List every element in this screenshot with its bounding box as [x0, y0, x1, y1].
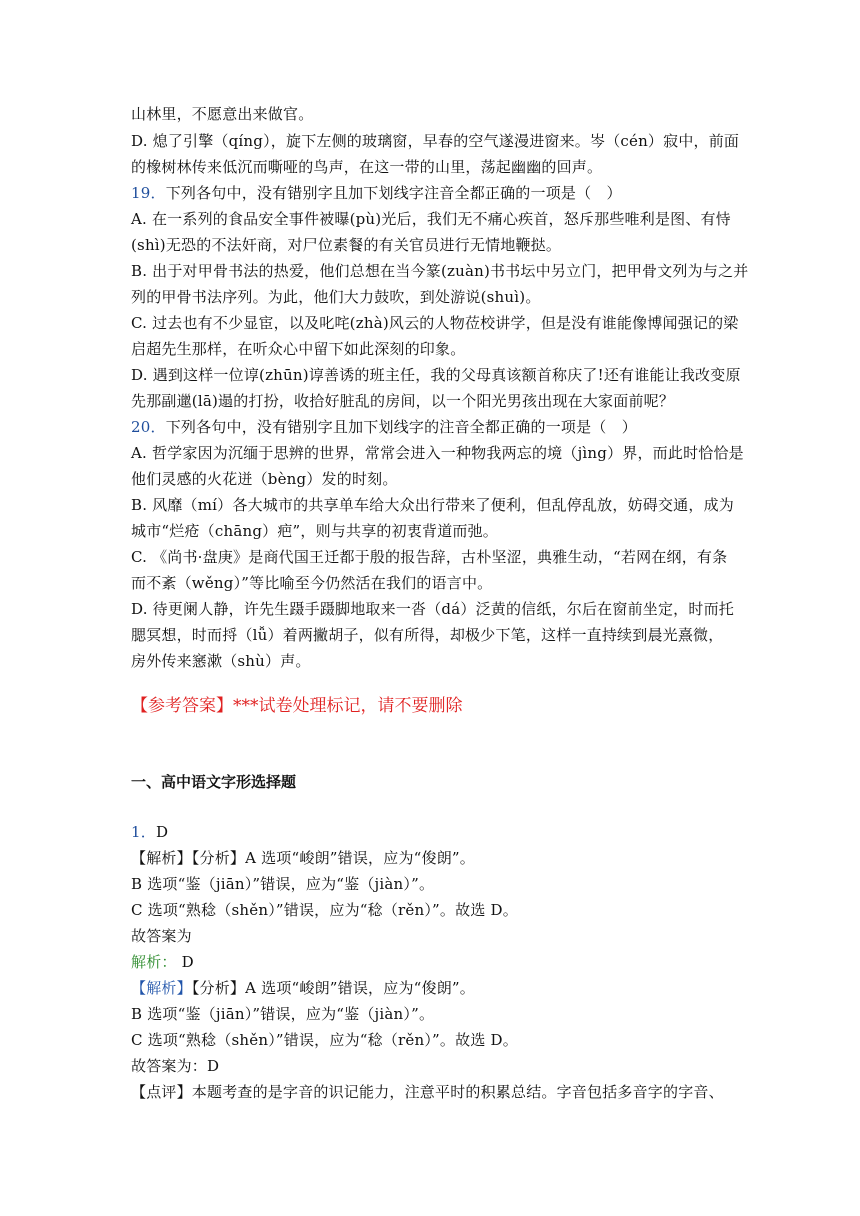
analysis-line: 故答案为：D [131, 1057, 220, 1075]
option-line: A. 在一系列的食品安全事件被曝(pù)光后，我们无不痛心疾首，怒斥那些唯利是图、有恃 [131, 210, 731, 228]
option-line: B. 风靡（mí）各大城市的共享单车给大众出行带来了便利，但乱停乱放，妨碍交通，成为 [131, 496, 734, 514]
analysis-line: B 选项“鉴（jiān）”错误，应为“鉴（jiàn）”。 [131, 1005, 435, 1023]
option-line: D. 待更阑人静，许先生蹑手蹑脚地取来一沓（dá）泛黄的信纸，尔后在窗前坐定，时而托 [131, 600, 734, 618]
answer-heading: 【参考答案】***试卷处理标记，请不要删除 [131, 696, 463, 716]
option-line: 他们灵感的火花迸（bèng）发的时刻。 [131, 470, 398, 488]
answer-value: D [155, 823, 169, 841]
question-stem: 下列各句中，没有错别字且加下划线字注音全都正确的一项是（ ） [165, 184, 622, 202]
option-line: B. 出于对甲骨书法的热爱，他们总想在当今篆(zuàn)书书坛中另立门，把甲骨文列为与之并 [131, 262, 749, 280]
analysis-line: B 选项“鉴（jiān）”错误，应为“鉴（jiàn）”。 [131, 875, 435, 893]
option-line: 房外传来窸漱（shù）声。 [131, 652, 311, 670]
text-line: D. 熄了引擎（qíng），旋下左侧的玻璃窗，早春的空气遂漫进窗来。岑（cén）寂中，前面 [131, 132, 740, 150]
jiexi-line [131, 952, 731, 972]
option-line: 先那副邋(lā)遢的打扮，收拾好脏乱的房间，以一个阳光男孩出现在大家面前呢？ [131, 392, 675, 410]
section-title: 一、高中语文字形选择题 [131, 773, 297, 791]
answer-index: 1． [131, 823, 156, 841]
question-19-stem [131, 183, 731, 203]
jiexi-label: 解析： [131, 953, 177, 971]
option-line: 而不紊（wěng）”等比喻至今仍然活在我们的语言中。 [131, 574, 493, 592]
text-line: 山林里，不愿意出来做官。 [131, 105, 314, 123]
analysis-text: 【分析】A 选项“峻朗”错误，应为“俊朗”。 [191, 979, 475, 997]
question-number: 19． [131, 184, 166, 202]
analysis-line: C 选项“熟稔（shěn）”错误，应为“稔（rěn）”。故选 D。 [131, 901, 518, 919]
option-line: C. 《尚书·盘庚》是商代国王迁都于殷的报告辞，古朴坚涩，典雅生动，“若网在纲，有条 [131, 548, 728, 566]
option-line: 城市“烂疮（chāng）疤”，则与共享的初衷背道而弛。 [131, 522, 499, 540]
answer-number [131, 822, 731, 842]
option-line: (shì)无恐的不法奸商，对尸位素餐的有关官员进行无情地鞭挞。 [131, 236, 562, 254]
analysis-line: 故答案为 [131, 927, 192, 945]
text-line: 的橡树林传来低沉而嘶哑的鸟声，在这一带的山里，荡起幽幽的回声。 [131, 158, 603, 176]
analysis-line: C 选项“熟稔（shěn）”错误，应为“稔（rěn）”。故选 D。 [131, 1031, 518, 1049]
question-stem: 下列各句中，没有错别字且加下划线字的注音全都正确的一项是（ ） [165, 418, 637, 436]
option-line: C. 过去也有不少显宦，以及叱咤(zhà)风云的人物莅校讲学，但是没有谁能像博闻强记的梁 [131, 314, 739, 332]
analysis-line [131, 978, 731, 998]
analysis-line: 【点评】本题考查的是字音的识记能力，注意平时的积累总结。字音包括多音字的字音、 [131, 1083, 724, 1101]
option-line: 腮冥想，时而捋（lǚ）着两撇胡子，似有所得，却极少下笔，这样一直持续到晨光熹微， [131, 626, 724, 644]
option-line: A. 哲学家因为沉缅于思辨的世界，常常会进入一种物我两忘的境（jìng）界，而此时恰恰是 [131, 444, 744, 462]
analysis-label: 【解析】 [131, 979, 192, 997]
option-line: 启超先生那样，在听众心中留下如此深刻的印象。 [131, 340, 466, 358]
jiexi-value: D [181, 953, 194, 971]
option-line: D. 遇到这样一位谆(zhūn)谆善诱的班主任，我的父母真该额首称庆了!还有谁能让我改变原 [131, 366, 741, 384]
analysis-line: 【解析】【分析】A 选项“峻朗”错误，应为“俊朗”。 [131, 849, 475, 867]
question-number: 20． [131, 418, 166, 436]
option-line: 列的甲骨书法序列。为此，他们大力鼓吹，到处游说(shuì)。 [131, 288, 541, 306]
question-20-stem [131, 417, 731, 437]
